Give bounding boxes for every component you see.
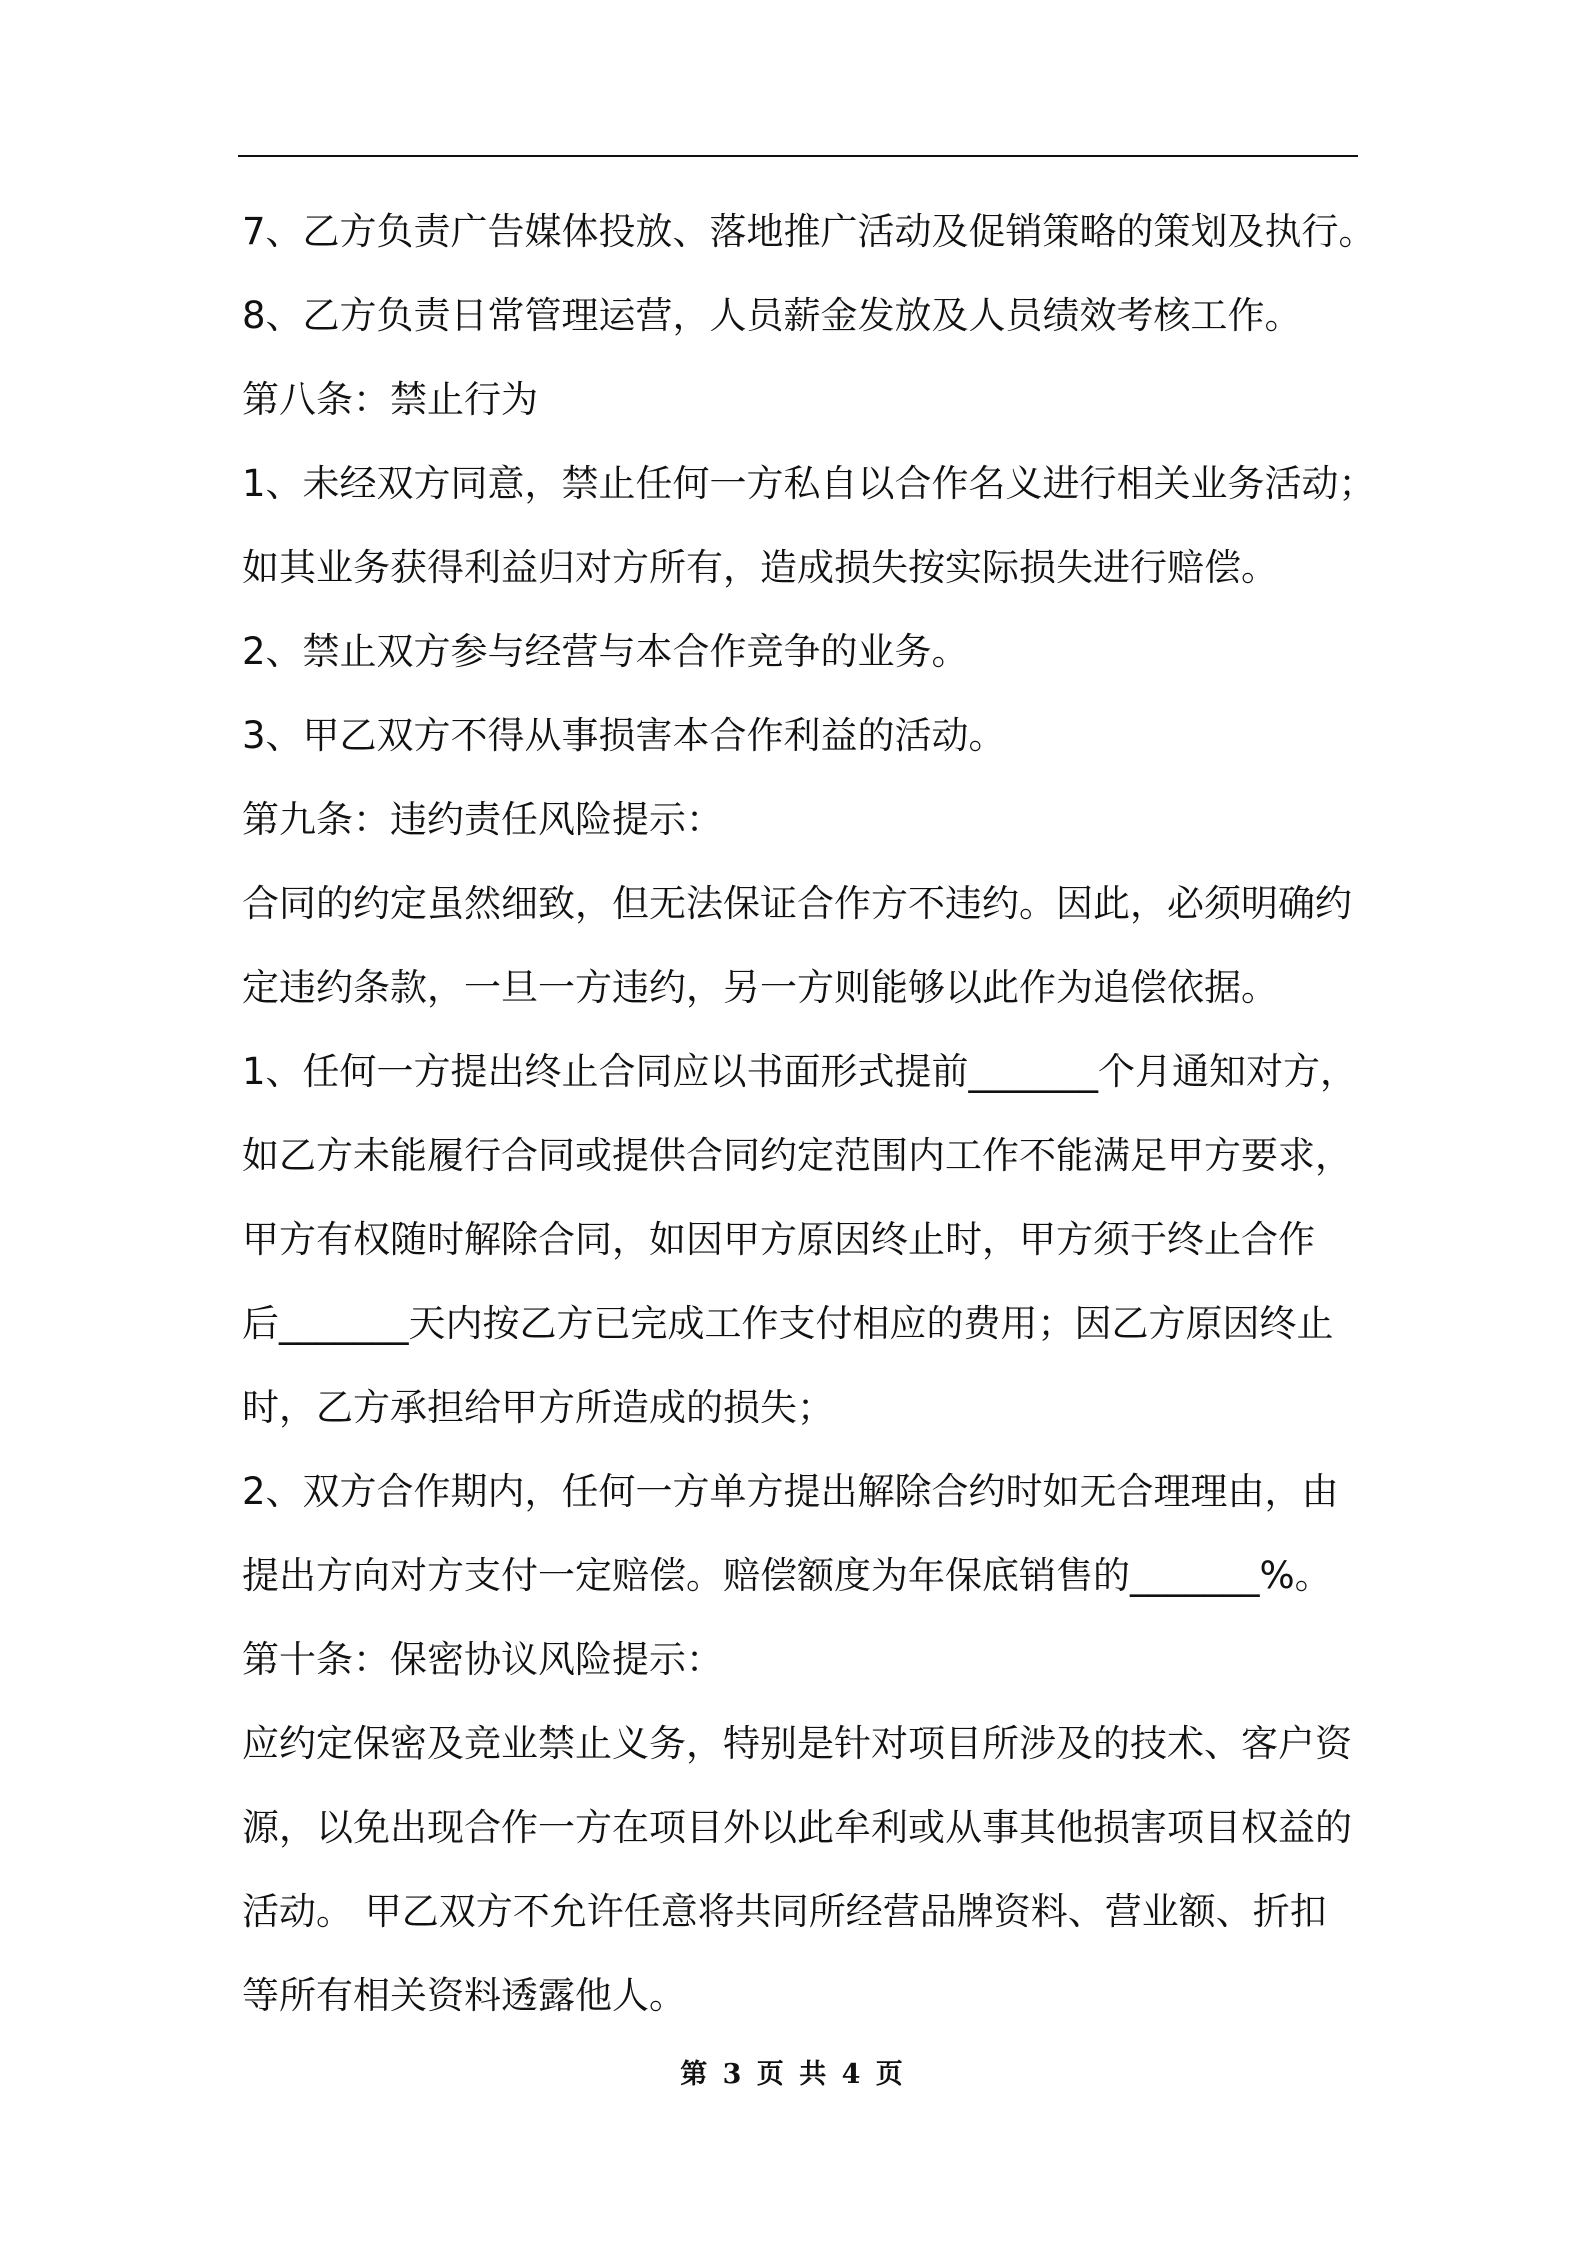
clause-line-7: 7、乙方负责广告媒体投放、落地推广活动及促销策略的策划及执行。 — [242, 210, 1376, 253]
article-10-body-a: 应约定保密及竞业禁止义务，特别是针对项目所涉及的技术、客户资 — [242, 1722, 1352, 1765]
article-8-item-1: 1、未经双方同意，禁止任何一方私自以合作名义进行相关业务活动； — [242, 462, 1376, 505]
article-10-heading: 第十条：保密协议风险提示： — [242, 1638, 723, 1681]
article-9-item-2-cont: 提出方向对方支付一定赔偿。赔偿额度为年保底销售的_______%。 — [242, 1554, 1332, 1597]
contract-body — [242, 190, 1376, 2038]
article-9-item-2: 2、双方合作期内，任何一方单方提出解除合约时如无合理理由，由 — [242, 1470, 1339, 1513]
article-8-item-3: 3、甲乙双方不得从事损害本合作利益的活动。 — [242, 714, 1006, 757]
article-9-item-1-cont-c: 后_______天内按乙方已完成工作支付相应的费用；因乙方原因终止 — [242, 1302, 1334, 1345]
article-9-heading: 第九条：违约责任风险提示： — [242, 798, 723, 841]
article-8-item-1-cont: 如其业务获得利益归对方所有，造成损失按实际损失进行赔偿。 — [242, 546, 1278, 589]
article-9-intro: 合同的约定虽然细致，但无法保证合作方不违约。因此，必须明确约 — [242, 882, 1352, 925]
article-10-body-d: 等所有相关资料透露他人。 — [242, 1974, 686, 2017]
article-9-intro-cont: 定违约条款，一旦一方违约，另一方则能够以此作为追偿依据。 — [242, 966, 1278, 1009]
article-9-item-1-cont-d: 时，乙方承担给甲方所造成的损失； — [242, 1386, 834, 1429]
article-9-item-1: 1、任何一方提出终止合同应以书面形式提前_______个月通知对方， — [242, 1050, 1358, 1093]
article-9-item-1-cont-a: 如乙方未能履行合同或提供合同约定范围内工作不能满足甲方要求， — [242, 1134, 1352, 1177]
article-9-item-1-cont-b: 甲方有权随时解除合同，如因甲方原因终止时，甲方须于终止合作 — [242, 1218, 1315, 1261]
clause-line-8: 8、乙方负责日常管理运营，人员薪金发放及人员绩效考核工作。 — [242, 294, 1302, 337]
article-10-body-b: 源，以免出现合作一方在项目外以此牟利或从事其他损害项目权益的 — [242, 1806, 1352, 1849]
page-number-footer: 第 3 页 共 4 页 — [680, 2059, 906, 2090]
article-8-heading: 第八条：禁止行为 — [242, 378, 538, 421]
article-8-item-2: 2、禁止双方参与经营与本合作竞争的业务。 — [242, 630, 969, 673]
article-10-body-c: 活动。 甲乙双方不允许任意将共同所经营品牌资料、营业额、折扣 — [242, 1890, 1327, 1933]
header-rule — [238, 155, 1358, 157]
